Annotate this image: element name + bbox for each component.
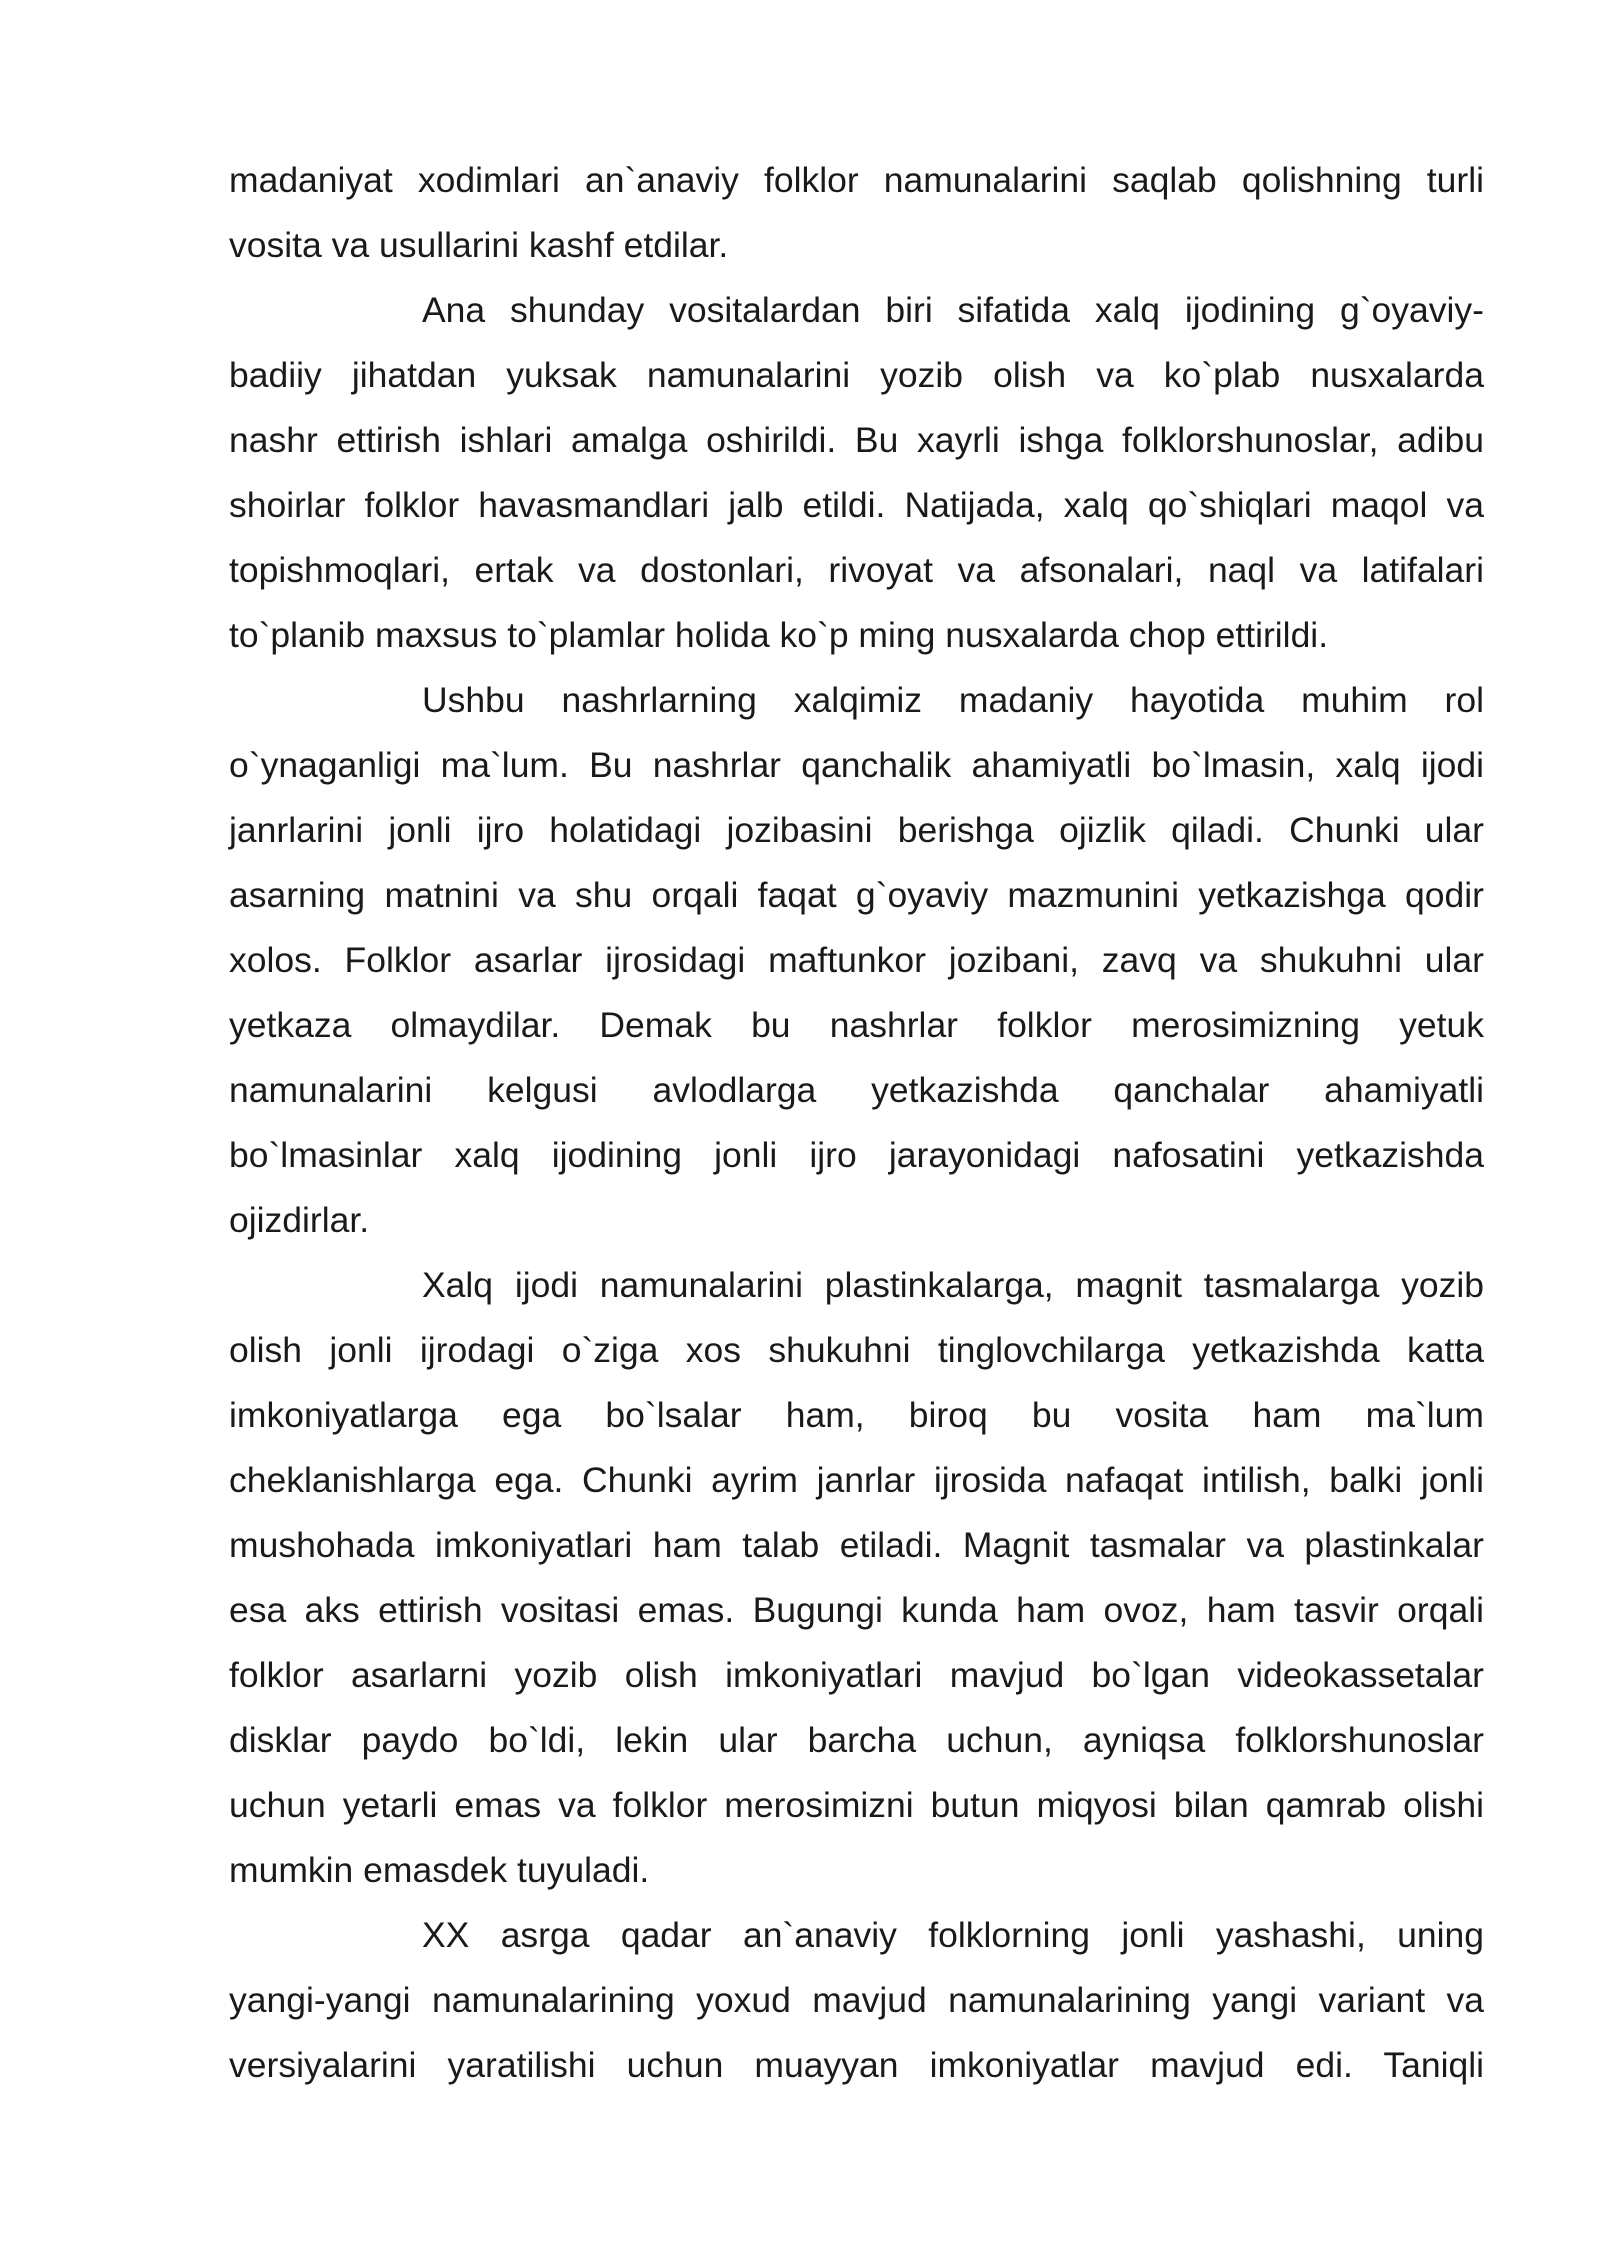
text-line: vosita va usullarini kashf etdilar. [229,225,729,265]
text-line: shoirlar folklor havasmandlari jalb etildi. Natijada, xalq qo`shiqlari maqol va [229,485,1484,525]
text-line: esa aks ettirish vositasi emas. Bugungi kunda ham ovoz, ham tasvir orqali [229,1590,1484,1630]
text-line: namunalarini kelgusi avlodlarga yetkazishda qanchalar ahamiyatli [229,1070,1484,1110]
text-line: yetkaza olmaydilar. Demak bu nashrlar folklor merosimizning yetuk [229,1005,1484,1045]
text-line: XX asrga qadar an`anaviy folklorning jonli yashashi, uning [422,1915,1484,1955]
text-line: bo`lmasinlar xalq ijodining jonli ijro jarayonidagi nafosatini yetkazishda [229,1135,1484,1175]
text-line: Xalq ijodi namunalarini plastinkalarga, magnit tasmalarga yozib [422,1265,1484,1305]
text-line: Ana shunday vositalardan biri sifatida xalq ijodining g`oyaviy- [422,290,1484,330]
text-line: yangi-yangi namunalarining yoxud mavjud namunalarining yangi variant va [229,1980,1484,2020]
text-line: topishmoqlari, ertak va dostonlari, rivoyat va afsonalari, naql va latifalari [229,550,1484,590]
text-line: o`ynaganligi ma`lum. Bu nashrlar qanchalik ahamiyatli bo`lmasin, xalq ijodi [229,745,1484,785]
paragraph [229,148,1484,278]
text-line: janrlarini jonli ijro holatidagi jozibasini berishga ojizlik qiladi. Chunki ular [229,810,1484,850]
text-line: xolos. Folklor asarlar ijrosidagi maftunkor jozibani, zavq va shukuhni ular [229,940,1484,980]
text-line: versiyalarini yaratilishi uchun muayyan imkoniyatlar mavjud edi. Taniqli [229,2045,1484,2085]
text-line: olish jonli ijrodagi o`ziga xos shukuhni tinglovchilarga yetkazishda katta [229,1330,1484,1370]
text-line: to`planib maxsus to`plamlar holida ko`p ming nusxalarda chop ettirildi. [229,615,1329,655]
paragraph [229,1903,1484,2098]
text-line: nashr ettirish ishlari amalga oshirildi. Bu xayrli ishga folklorshunoslar, adibu [229,420,1484,460]
text-line: Ushbu nashrlarning xalqimiz madaniy hayotida muhim rol [422,680,1484,720]
text-line: mumkin emasdek tuyuladi. [229,1850,650,1890]
text-line: asarning matnini va shu orqali faqat g`oyaviy mazmunini yetkazishga qodir [229,875,1484,915]
paragraph [229,668,1484,1253]
text-line: folklor asarlarni yozib olish imkoniyatlari mavjud bo`lgan videokassetalar [229,1655,1484,1695]
text-line: cheklanishlarga ega. Chunki ayrim janrlar ijrosida nafaqat intilish, balki jonli [229,1460,1484,1500]
document-body [229,148,1484,2098]
text-line: mushohada imkoniyatlari ham talab etiladi. Magnit tasmalar va plastinkalar [229,1525,1484,1565]
text-line: madaniyat xodimlari an`anaviy folklor namunalarini saqlab qolishning turli [229,160,1484,200]
text-line: badiiy jihatdan yuksak namunalarini yozib olish va ko`plab nusxalarda [229,355,1484,395]
paragraph [229,278,1484,668]
text-line: uchun yetarli emas va folklor merosimizni butun miqyosi bilan qamrab olishi [229,1785,1484,1825]
paragraph [229,1253,1484,1903]
text-line: disklar paydo bo`ldi, lekin ular barcha uchun, ayniqsa folklorshunoslar [229,1720,1484,1760]
text-line: imkoniyatlarga ega bo`lsalar ham, biroq bu vosita ham ma`lum [229,1395,1484,1435]
text-line: ojizdirlar. [229,1200,370,1240]
